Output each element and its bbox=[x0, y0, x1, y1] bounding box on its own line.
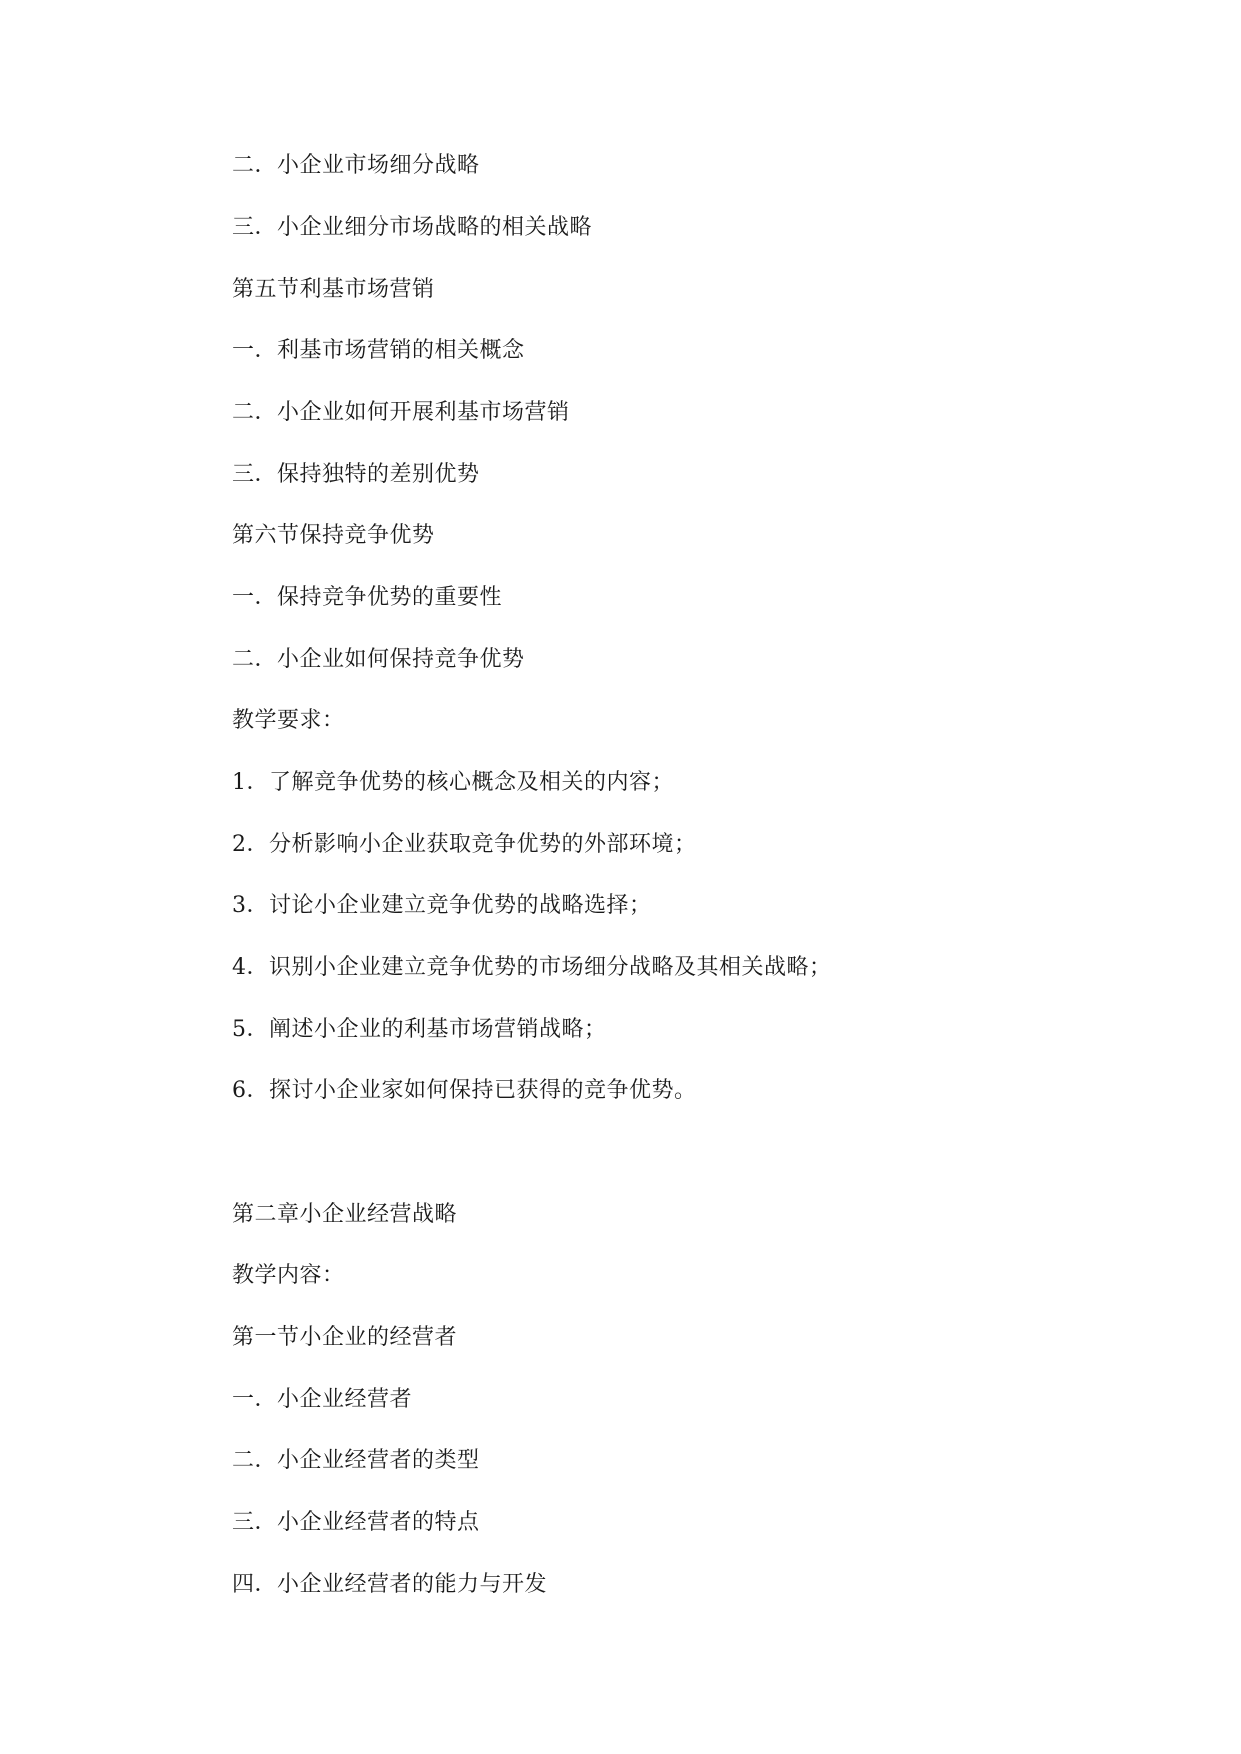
section-heading: 第六节保持竞争优势 bbox=[232, 523, 435, 548]
content-heading: 教学内容： bbox=[232, 1263, 345, 1288]
section-item: 二．小企业如何开展利基市场营销 bbox=[232, 400, 570, 425]
requirement-item: 2．分析影响小企业获取竞争优势的外部环境； bbox=[232, 832, 697, 857]
requirement-item: 5．阐述小企业的利基市场营销战略； bbox=[232, 1017, 607, 1042]
section-heading: 第五节利基市场营销 bbox=[232, 277, 435, 302]
requirement-item: 4．识别小企业建立竞争优势的市场细分战略及其相关战略； bbox=[232, 955, 832, 980]
section-item: 二．小企业市场细分战略 bbox=[232, 153, 480, 178]
requirement-item: 6．探讨小企业家如何保持已获得的竞争优势。 bbox=[232, 1078, 697, 1103]
requirements-heading: 教学要求： bbox=[232, 708, 345, 733]
section-item: 一．保持竞争优势的重要性 bbox=[232, 585, 503, 610]
chapter-heading: 第二章小企业经营战略 bbox=[232, 1202, 458, 1227]
section-item: 二．小企业如何保持竞争优势 bbox=[232, 647, 525, 672]
section-item: 三．小企业细分市场战略的相关战略 bbox=[232, 215, 593, 240]
section-item: 三．小企业经营者的特点 bbox=[232, 1510, 480, 1535]
section-item: 一．利基市场营销的相关概念 bbox=[232, 338, 525, 363]
section-item: 三．保持独特的差别优势 bbox=[232, 462, 480, 487]
requirement-item: 1．了解竞争优势的核心概念及相关的内容； bbox=[232, 770, 674, 795]
section-item: 一．小企业经营者 bbox=[232, 1387, 413, 1412]
section-item: 二．小企业经营者的类型 bbox=[232, 1448, 480, 1473]
section-item: 四．小企业经营者的能力与开发 bbox=[232, 1572, 548, 1597]
section-heading: 第一节小企业的经营者 bbox=[232, 1325, 458, 1350]
requirement-item: 3．讨论小企业建立竞争优势的战略选择； bbox=[232, 893, 652, 918]
